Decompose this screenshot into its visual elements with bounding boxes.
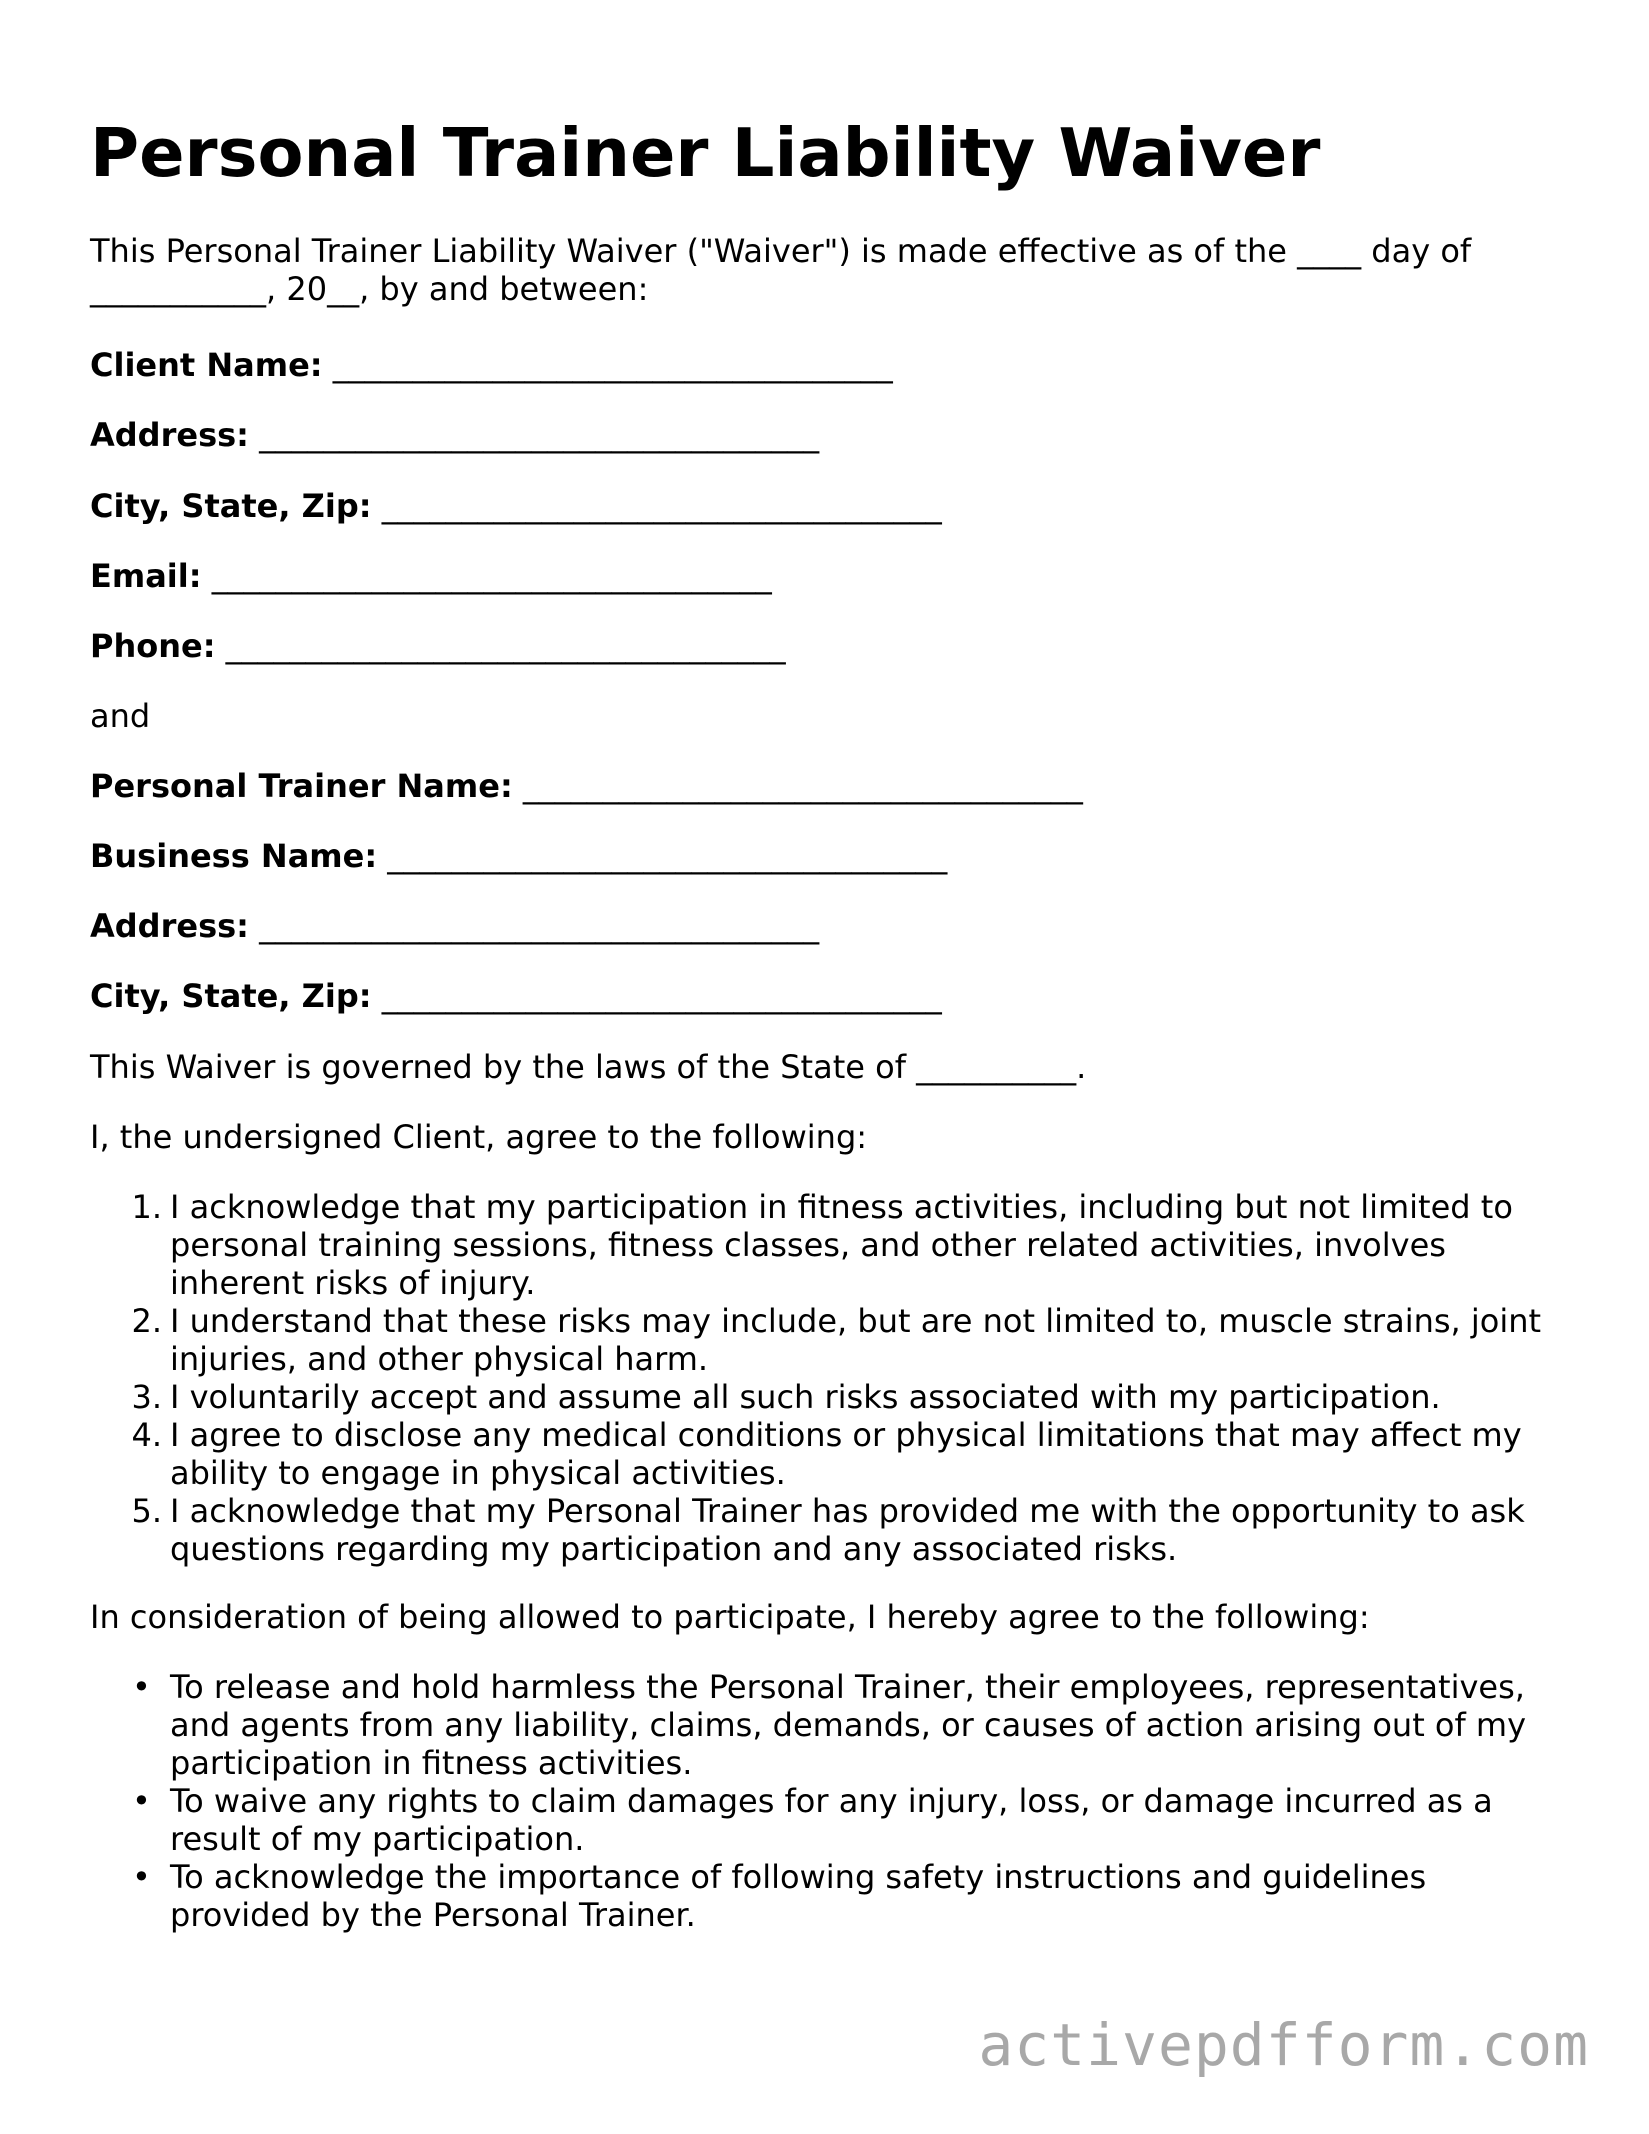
list-number: 4. bbox=[131, 1416, 162, 1454]
list-number: 2. bbox=[131, 1302, 162, 1340]
consideration-paragraph: In consideration of being allowed to participate, I hereby agree to the following: bbox=[90, 1598, 1370, 1636]
trainer-city-state-zip-field bbox=[90, 977, 942, 1015]
acknowledgement-list bbox=[90, 1188, 1570, 1568]
bullet-icon: • bbox=[132, 1858, 151, 1896]
trainer-name-field bbox=[90, 767, 1083, 805]
list-item-text: I understand that these risks may include, but are not limited to, muscle strains, joint injuries, and other physical harm. bbox=[170, 1302, 1542, 1378]
list-item-text: To release and hold harmless the Personal Trainer, their employees, representatives, and agents from any liability, claims, demands, or causes of action arising out of my participation in fitness activities. bbox=[170, 1668, 1527, 1782]
list-number: 1. bbox=[131, 1188, 162, 1226]
field-label: Phone: bbox=[90, 627, 216, 665]
field-label: Address: bbox=[90, 907, 249, 945]
bullet-icon: • bbox=[132, 1782, 151, 1820]
client-name-field bbox=[90, 346, 893, 384]
list-number: 3. bbox=[131, 1378, 162, 1416]
field-label: Client Name: bbox=[90, 346, 323, 384]
field-blank: ___________________________________ bbox=[259, 907, 820, 945]
list-item bbox=[90, 1782, 1570, 1858]
watermark-text: activepdfform.com bbox=[978, 2011, 1589, 2079]
list-number: 5. bbox=[131, 1492, 162, 1530]
client-phone-field bbox=[90, 627, 786, 665]
field-label: Email: bbox=[90, 557, 202, 595]
field-label: City, State, Zip: bbox=[90, 487, 372, 525]
list-item bbox=[90, 1492, 1570, 1568]
field-blank: ___________________________________ bbox=[332, 346, 893, 384]
client-email-field bbox=[90, 557, 772, 595]
field-label: Personal Trainer Name: bbox=[90, 767, 513, 805]
field-blank: ___________________________________ bbox=[387, 837, 948, 875]
list-item-text: To acknowledge the importance of following safety instructions and guidelines provided by the Personal Trainer. bbox=[170, 1858, 1427, 1934]
list-item bbox=[90, 1302, 1570, 1378]
field-label: City, State, Zip: bbox=[90, 977, 372, 1015]
agree-intro-paragraph: I, the undersigned Client, agree to the following: bbox=[90, 1118, 868, 1156]
and-text: and bbox=[90, 697, 151, 735]
governing-law-paragraph: This Waiver is governed by the laws of the State of __________. bbox=[90, 1048, 1087, 1086]
list-item-text: I agree to disclose any medical conditions or physical limitations that may affect my ability to engage in physical activities. bbox=[170, 1416, 1522, 1492]
list-item bbox=[90, 1378, 1570, 1416]
business-name-field bbox=[90, 837, 947, 875]
list-item bbox=[90, 1416, 1570, 1492]
intro-paragraph: This Personal Trainer Liability Waiver ("Waiver") is made effective as of the ____ day of ___________, 20__, by and between: bbox=[90, 232, 1482, 308]
list-item-text: To waive any rights to claim damages for any injury, loss, or damage incurred as a result of my participation. bbox=[170, 1782, 1493, 1858]
field-blank: ___________________________________ bbox=[381, 487, 942, 525]
field-blank: ___________________________________ bbox=[225, 627, 786, 665]
client-city-state-zip-field bbox=[90, 487, 942, 525]
document-title: Personal Trainer Liability Waiver bbox=[90, 114, 1321, 192]
client-address-field bbox=[90, 416, 819, 454]
list-item bbox=[90, 1668, 1570, 1782]
list-item-text: I acknowledge that my participation in fitness activities, including but not limited to personal training sessions, fitness classes, and other related activities, involves inherent risks of injury. bbox=[170, 1188, 1513, 1302]
field-label: Address: bbox=[90, 416, 249, 454]
list-item bbox=[90, 1188, 1570, 1302]
list-item bbox=[90, 1858, 1570, 1934]
field-blank: ___________________________________ bbox=[211, 557, 772, 595]
field-blank: ___________________________________ bbox=[522, 767, 1083, 805]
trainer-address-field bbox=[90, 907, 819, 945]
field-blank: ___________________________________ bbox=[259, 416, 820, 454]
release-list bbox=[90, 1668, 1570, 1934]
field-blank: ___________________________________ bbox=[381, 977, 942, 1015]
bullet-icon: • bbox=[132, 1668, 151, 1706]
list-item-text: I voluntarily accept and assume all such risks associated with my participation. bbox=[170, 1378, 1441, 1416]
field-label: Business Name: bbox=[90, 837, 378, 875]
list-item-text: I acknowledge that my Personal Trainer has provided me with the opportunity to ask questions regarding my participation and any associated risks. bbox=[170, 1492, 1525, 1568]
